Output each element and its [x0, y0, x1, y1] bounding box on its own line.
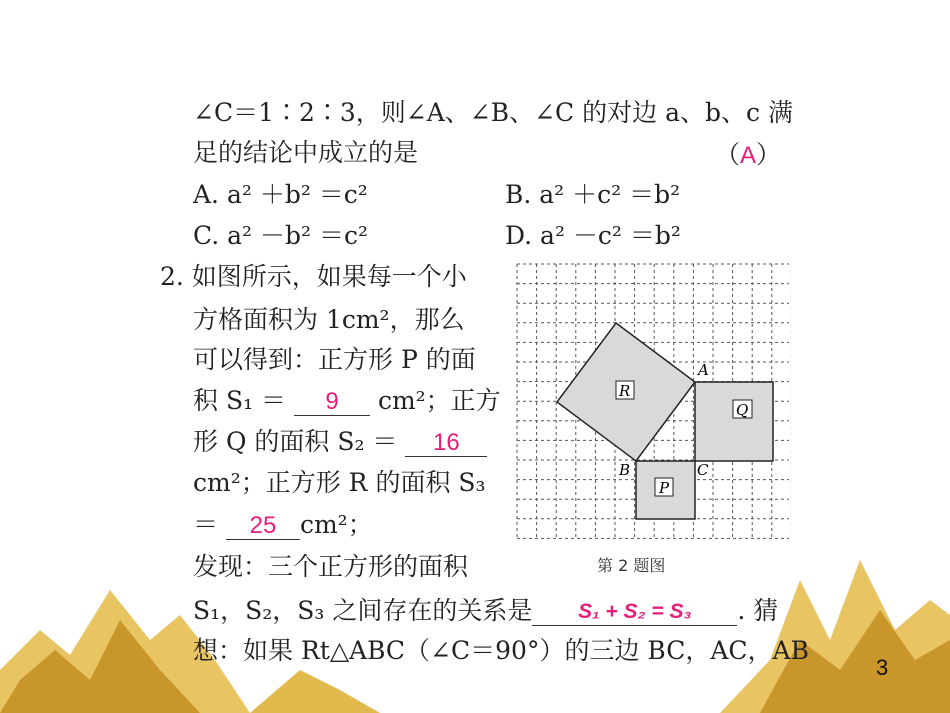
q1-answer-bracket	[715, 140, 781, 171]
q2-line7	[193, 510, 373, 540]
q2-line6: cm²；正方形 R 的面积 S₃	[193, 468, 486, 497]
s1-answer-blank	[294, 388, 370, 416]
label-q: Q	[736, 401, 749, 419]
s2-answer-blank	[405, 429, 487, 457]
q2-line2: 方格面积为 1cm²，那么	[193, 305, 465, 334]
q2-line8: 发现：三个正方形的面积	[193, 552, 469, 581]
vertex-b: B	[619, 461, 631, 479]
relation-answer: S₁ + S₂ = S₃	[578, 600, 692, 623]
s3-answer: 25	[249, 512, 277, 539]
q2-line7-prefix: ＝	[193, 510, 219, 539]
s2-answer: 16	[433, 429, 460, 456]
q2-line9-suffix: . 猜	[737, 596, 779, 625]
vertex-c: C	[697, 461, 709, 479]
q2-line3: 可以得到：正方形 P 的面	[193, 345, 476, 374]
q2-line5	[193, 427, 487, 457]
q2-line7-suffix: cm²；	[299, 510, 373, 539]
s3-answer-blank	[226, 512, 300, 540]
q1-answer: A	[740, 142, 757, 169]
vertex-a: A	[698, 361, 709, 379]
relation-answer-blank	[532, 597, 737, 626]
q2-line9	[193, 596, 778, 626]
q1-option-b: B. a² ＋c² ＝b²	[505, 180, 681, 209]
bracket-close: ）	[756, 140, 782, 169]
q2-line9-prefix: S₁，S₂，S₃ 之间存在的关系是	[193, 596, 533, 625]
label-r: R	[619, 382, 631, 400]
s1-answer: 9	[325, 388, 339, 415]
pythagoras-figure	[515, 262, 791, 540]
figure-caption: 第 2 题图	[597, 556, 666, 575]
label-p: P	[659, 479, 670, 497]
q2-line4-suffix: cm²；正方	[377, 386, 501, 415]
q2-line5-prefix: 形 Q 的面积 S₂ ＝	[193, 427, 398, 456]
q2-line4	[193, 386, 501, 416]
q1-option-a: A. a² ＋b² ＝c²	[193, 180, 368, 209]
bracket-open: （	[715, 140, 741, 169]
q2-line1: 2. 如图所示，如果每一个小	[160, 262, 467, 291]
q1-stem-line1: ∠C＝1∶2∶3，则∠A、∠B、∠C 的对边 a、b、c 满	[193, 98, 793, 127]
page-number: 3	[876, 655, 889, 680]
q2-line4-prefix: 积 S₁ ＝	[193, 386, 287, 415]
square-q	[695, 382, 773, 461]
q1-option-c: C. a² －b² ＝c²	[193, 221, 369, 250]
q1-option-d: D. a² －c² ＝b²	[505, 221, 681, 250]
figure-canvas	[515, 262, 791, 540]
q2-line10: 想：如果 Rt△ABC（∠C＝90°）的三边 BC，AC，AB	[193, 636, 809, 665]
q1-stem-line2: 足的结论中成立的是	[193, 138, 419, 167]
